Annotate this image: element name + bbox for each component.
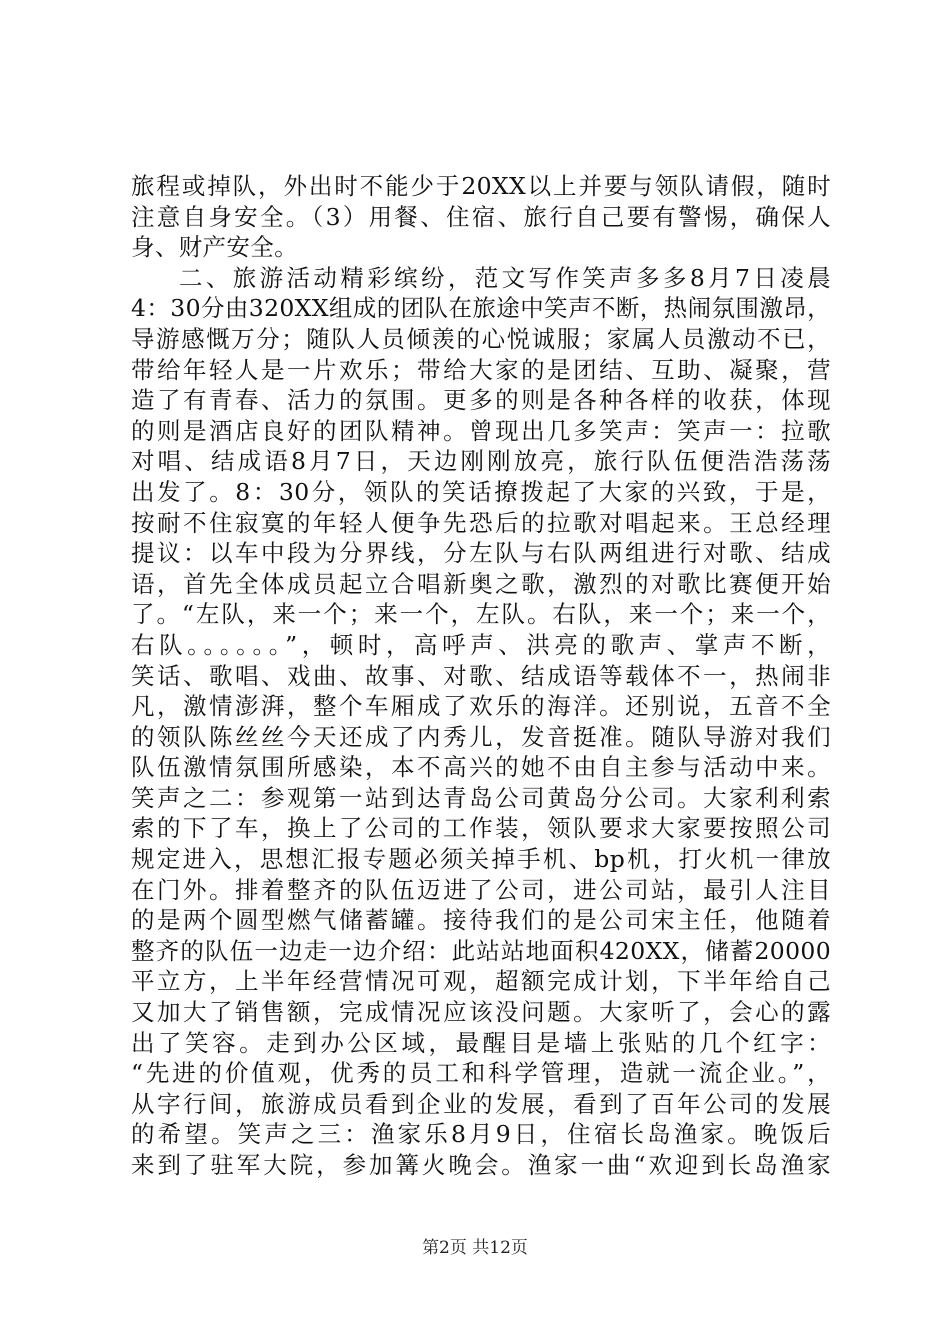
text-line: “先进的价值观，优秀的员工和科学管理，造就一流企业。”， xyxy=(131,1059,831,1088)
text-line: 二、旅游活动精彩缤纷，范文写作笑声多多8月7日凌晨 xyxy=(179,263,831,292)
text-line: 右队。。。。。。”，顿时，高呼声、洪亮的歌声、掌声不断， xyxy=(131,630,831,659)
text-line: 的是两个圆型燃气储蓄罐。接待我们的是公司宋主任，他随着 xyxy=(131,906,831,935)
text-line: 的希望。笑声之三：渔家乐8月9日，住宿长岛渔家。晚饭后 xyxy=(131,1120,831,1149)
text-line: 笑话、歌唱、戏曲、故事、对歌、结成语等载体不一，热闹非 xyxy=(131,661,831,690)
text-line: 凡，激情澎湃，整个车厢成了欢乐的海洋。还别说，五音不全 xyxy=(131,692,831,721)
text-line: 又加大了销售额，完成情况应该没问题。大家听了，会心的露 xyxy=(131,998,831,1027)
text-line: 了。“左队，来一个；来一个，左队。右队，来一个；来一个， xyxy=(131,600,831,629)
text-line: 的领队陈丝丝今天还成了内秀儿，发音挺准。随队导游对我们 xyxy=(131,722,831,751)
text-line: 笑声之二：参观第一站到达青岛公司黄岛分公司。大家利利索 xyxy=(131,783,831,812)
text-line: 队伍激情氛围所感染，本不高兴的她不由自主参与活动中来。 xyxy=(131,753,831,782)
text-line: 来到了驻军大院，参加篝火晚会。渔家一曲“欢迎到长岛渔家 xyxy=(131,1151,831,1179)
text-line: 身、财产安全。 xyxy=(131,233,298,262)
text-line: 语，首先全体成员起立合唱新奥之歌，激烈的对歌比赛便开始 xyxy=(131,569,831,598)
text-line: 平立方，上半年经营情况可观，超额完成计划，下半年给自己 xyxy=(131,967,831,996)
text-line: 在门外。排着整齐的队伍迈进了公司，进公司站，最引人注目 xyxy=(131,875,831,904)
page-number-footer: 第2页 共12页 xyxy=(422,1238,528,1258)
text-line: 出发了。8：30分，领队的笑话撩拨起了大家的兴致，于是， xyxy=(131,477,831,506)
text-line: 整齐的队伍一边走一边介绍：此站站地面积420XX，储蓄20000 xyxy=(131,936,831,965)
text-line: 的则是酒店良好的团队精神。曾现出几多笑声：笑声一：拉歌 xyxy=(131,416,831,445)
text-line: 旅程或掉队，外出时不能少于20XX以上并要与领队请假，随时 xyxy=(131,172,831,200)
text-line: 规定进入，思想汇报专题必须关掉手机、bp机，打火机一律放 xyxy=(131,845,831,874)
text-line: 对唱、结成语8月7日，天边刚刚放亮，旅行队伍便浩浩荡荡 xyxy=(131,447,831,476)
text-line: 从字行间，旅游成员看到企业的发展，看到了百年公司的发展 xyxy=(131,1089,831,1118)
text-line: 提议：以车中段为分界线，分左队与右队两组进行对歌、结成 xyxy=(131,539,831,568)
text-line: 导游感慨万分；随队人员倾羡的心悦诚服；家属人员激动不已， xyxy=(131,324,831,353)
text-line: 注意自身安全。（3）用餐、住宿、旅行自己要有警惕，确保人 xyxy=(131,202,831,231)
text-line: 按耐不住寂寞的年轻人便争先恐后的拉歌对唱起来。王总经理 xyxy=(131,508,831,537)
text-line: 索的下了车，换上了公司的工作装，领队要求大家要按照公司 xyxy=(131,814,831,843)
text-line: 出了笑容。走到办公区域，最醒目是墙上张贴的几个红字： xyxy=(131,1028,831,1057)
text-line: 造了有青春、活力的氛围。更多的则是各种各样的收获，体现 xyxy=(131,386,831,415)
text-line: 带给年轻人是一片欢乐；带给大家的是团结、互助、凝聚，营 xyxy=(131,355,831,384)
body-text xyxy=(131,171,831,1181)
text-line: 4：30分由320XX组成的团队在旅途中笑声不断，热闹氛围激昂， xyxy=(131,294,831,323)
